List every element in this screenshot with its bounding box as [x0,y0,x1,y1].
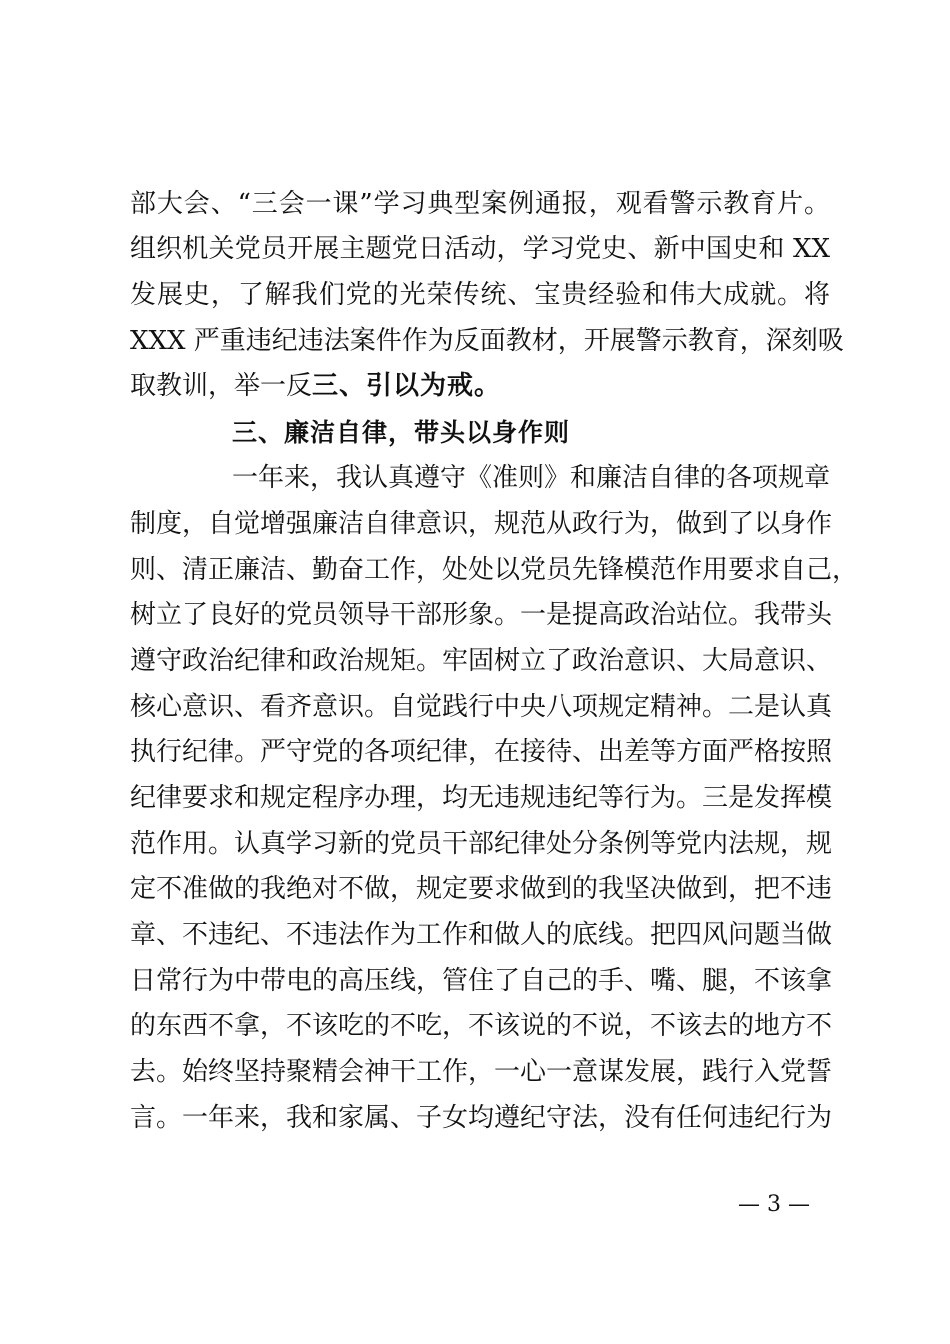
paragraph-line: 去。始终坚持聚精会神干工作，一心一意谋发展，践行入党誓 [130,1057,833,1087]
paragraph-line: 的东西不拿，不该吃的不吃，不该说的不说，不该去的地方不 [130,1011,833,1041]
paragraph-line: XXX 严重违纪违法案件作为反面教材，开展警示教育，深刻吸 [130,326,844,356]
paragraph-line: 树立了良好的党员领导干部形象。一是提高政治站位。我带头 [130,600,833,630]
page-number: — 3 — [738,1192,810,1217]
paragraph-line: 发展史，了解我们党的光荣传统、宝贵经验和伟大成就。将 [130,280,830,310]
paragraph-line: 核心意识、看齐意识。自觉践行中央八项规定精神。二是认真 [130,692,833,722]
paragraph-line: 日常行为中带电的高压线，管住了自己的手、嘴、腿，不该拿 [130,966,833,996]
paragraph-line: 言。一年来，我和家属、子女均遵纪守法，没有任何违纪行为 [130,1103,833,1133]
paragraph-line: 纪律要求和规定程序办理，均无违规违纪等行为。三是发挥模 [130,783,833,813]
paragraph-text: 取教训，举一反 [130,371,313,401]
paragraph-line: 则、清正廉洁、勤奋工作，处处以党员先锋模范作用要求自己， [130,555,859,585]
paragraph-line: 章、不违纪、不违法作为工作和做人的底线。把四风问题当做 [130,920,833,950]
section-heading: 三、廉洁自律，带头以身作则 [232,418,571,447]
paragraph-line: 定不准做的我绝对不做，规定要求做到的我坚决做到，把不违 [130,874,833,904]
paragraph-line: 部大会、“三会一课”学习典型案例通报，观看警示教育片。 [130,189,830,219]
paragraph-line: 遵守政治纪律和政治规矩。牢固树立了政治意识、大局意识、 [130,646,833,676]
paragraph-line: 组织机关党员开展主题党日活动，学习党史、新中国史和 XX [130,234,830,264]
paragraph-first-line: 一年来，我认真遵守《准则》和廉洁自律的各项规章 [232,463,831,493]
paragraph-last-line [130,363,501,409]
bold-inline-text: 三、引以为戒。 [312,371,502,401]
paragraph-line: 制度，自觉增强廉洁自律意识，规范从政行为，做到了以身作 [130,509,833,539]
paragraph-line: 执行纪律。严守党的各项纪律，在接待、出差等方面严格按照 [130,737,833,767]
paragraph-line: 范作用。认真学习新的党员干部纪律处分条例等党内法规，规 [130,829,833,859]
